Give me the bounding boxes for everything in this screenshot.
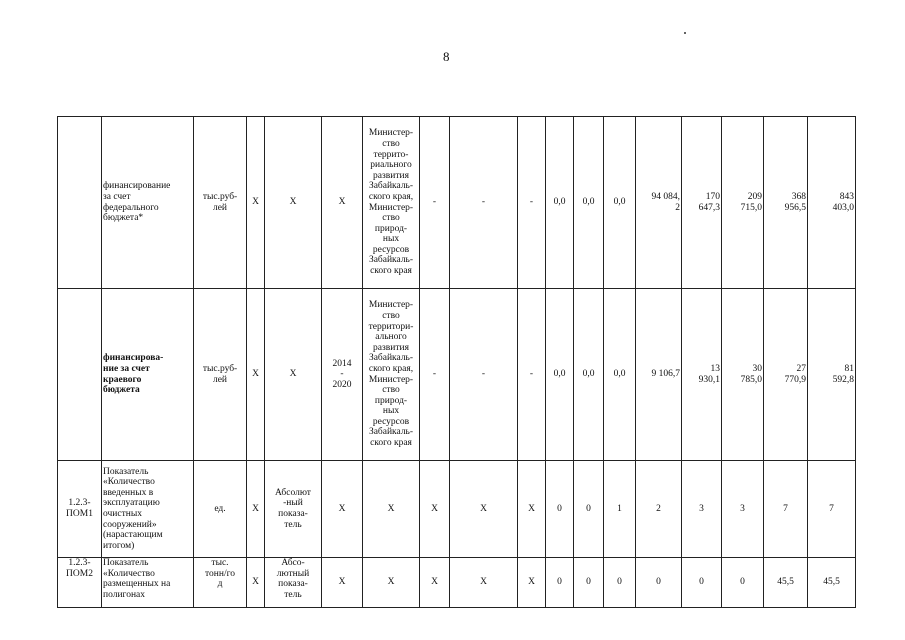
cell-code: 1.2.3- ПОМ2	[58, 558, 102, 608]
cell-col13: 2	[636, 461, 682, 558]
cell-col11: 0	[574, 558, 604, 608]
cell-col15: 209 715,0	[722, 117, 764, 289]
cell-col15: 30 785,0	[722, 289, 764, 461]
cell-col3: Х	[247, 289, 265, 461]
cell-col4: Абсолют -ный показа- тель	[265, 461, 322, 558]
cell-col5: Х	[322, 117, 363, 289]
cell-col3: Х	[247, 117, 265, 289]
cell-code	[58, 289, 102, 461]
cell-col4: Абсо- лютный показа- тель	[265, 558, 322, 608]
cell-col7: -	[420, 117, 450, 289]
cell-col9: Х	[518, 558, 546, 608]
cell-col9: -	[518, 117, 546, 289]
cell-col14: 13 930,1	[682, 289, 722, 461]
cell-col8: -	[450, 289, 518, 461]
cell-col16: 45,5	[764, 558, 808, 608]
cell-col7: Х	[420, 558, 450, 608]
cell-col3: Х	[247, 461, 265, 558]
cell-col4: Х	[265, 117, 322, 289]
cell-code: 1.2.3- ПОМ1	[58, 461, 102, 558]
cell-executor: Министер- ство территори- ального развития Забайкаль- ского края, Министер- ство природ- ных ресурсов Забайкаль- ского края	[363, 289, 420, 461]
cell-col9: -	[518, 289, 546, 461]
cell-col16: 27 770,9	[764, 289, 808, 461]
cell-col10: 0,0	[546, 289, 574, 461]
cell-col10: 0,0	[546, 117, 574, 289]
table-row-indicator-pom1	[58, 461, 856, 558]
scan-speck	[684, 32, 686, 34]
cell-col7: Х	[420, 461, 450, 558]
cell-col10: 0	[546, 461, 574, 558]
cell-code	[58, 117, 102, 289]
cell-col11: 0	[574, 461, 604, 558]
cell-col5: Х	[322, 558, 363, 608]
cell-col14: 0	[682, 558, 722, 608]
data-table	[57, 116, 856, 608]
cell-col16: 368 956,5	[764, 117, 808, 289]
cell-col8: Х	[450, 461, 518, 558]
cell-name: Показатель «Количество размещенных на полигонах	[102, 558, 194, 608]
cell-col15: 3	[722, 461, 764, 558]
cell-unit: ед.	[194, 461, 247, 558]
cell-executor: Министер- ство террито- риального развития Забайкаль- ского края, Министер- ство природ- ных ресурсов Забайкаль- ского края	[363, 117, 420, 289]
cell-col17: 45,5	[808, 558, 856, 608]
table-row-indicator-pom2	[58, 558, 856, 608]
cell-col11: 0,0	[574, 117, 604, 289]
cell-col5: Х	[322, 461, 363, 558]
cell-col5: 2014 - 2020	[322, 289, 363, 461]
cell-col4: Х	[265, 289, 322, 461]
cell-unit: тыс. тонн/го д	[194, 558, 247, 608]
cell-executor: Х	[363, 558, 420, 608]
cell-col14: 170 647,3	[682, 117, 722, 289]
cell-name: финансирование за счет федерального бюджета*	[102, 117, 194, 289]
cell-unit: тыс.руб- лей	[194, 289, 247, 461]
cell-unit: тыс.руб- лей	[194, 117, 247, 289]
cell-col17: 7	[808, 461, 856, 558]
cell-col12: 0,0	[604, 289, 636, 461]
cell-col13: 0	[636, 558, 682, 608]
cell-col10: 0	[546, 558, 574, 608]
cell-col12: 0,0	[604, 117, 636, 289]
cell-col3: Х	[247, 558, 265, 608]
cell-col17: 81 592,8	[808, 289, 856, 461]
cell-col14: 3	[682, 461, 722, 558]
cell-col17: 843 403,0	[808, 117, 856, 289]
cell-col16: 7	[764, 461, 808, 558]
cell-name: Показатель «Количество введенных в эксплуатацию очистных сооружений» (нарастающим итогом)	[102, 461, 194, 558]
cell-col11: 0,0	[574, 289, 604, 461]
cell-col12: 1	[604, 461, 636, 558]
page-number: 8	[443, 49, 450, 64]
cell-executor: Х	[363, 461, 420, 558]
cell-col13: 9 106,7	[636, 289, 682, 461]
cell-col9: Х	[518, 461, 546, 558]
cell-col13: 94 084, 2	[636, 117, 682, 289]
cell-col12: 0	[604, 558, 636, 608]
cell-col8: Х	[450, 558, 518, 608]
cell-name: финансирова- ние за счет краевого бюджета	[102, 289, 194, 461]
cell-col7: -	[420, 289, 450, 461]
table-row-federal-financing	[58, 117, 856, 289]
cell-col15: 0	[722, 558, 764, 608]
cell-col8: -	[450, 117, 518, 289]
table-row-regional-financing	[58, 289, 856, 461]
